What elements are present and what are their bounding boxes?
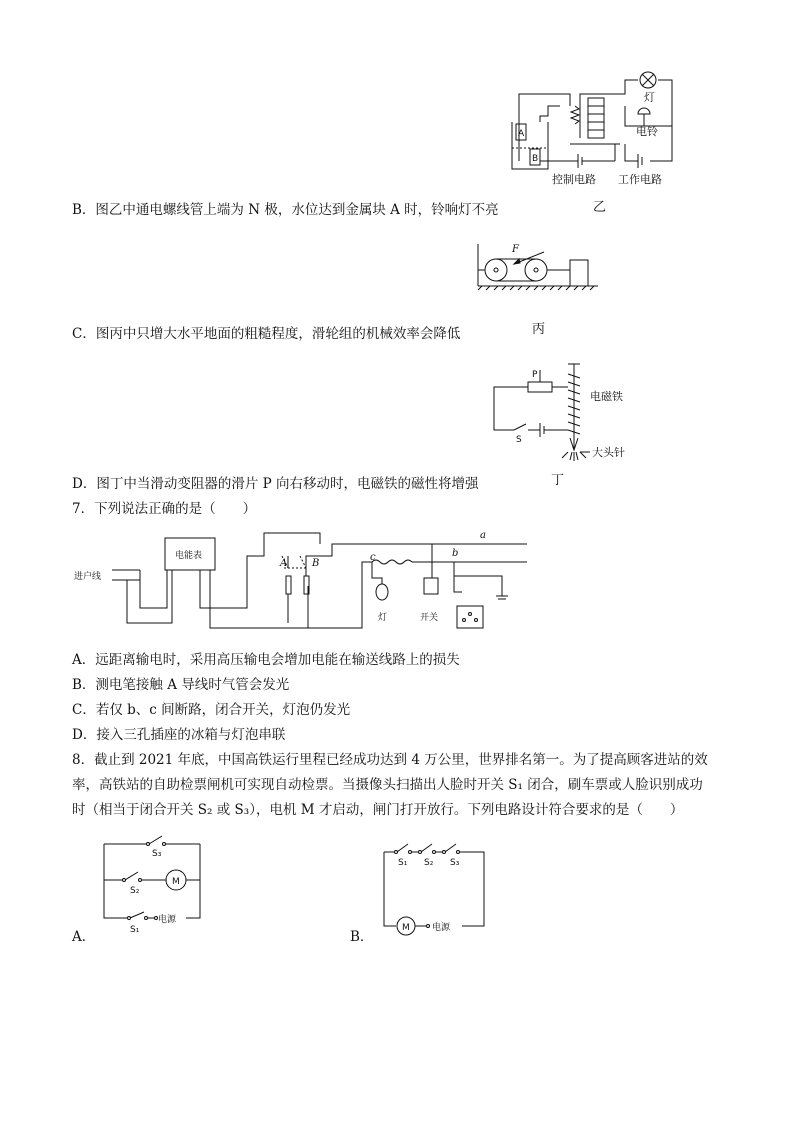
q7-options <box>72 648 460 748</box>
figure-bing-diagram <box>474 238 604 298</box>
label-s3-a: S₃ <box>152 849 162 859</box>
q8-circuit-b-diagram <box>380 840 490 940</box>
q7-option-c: C．若仅 b、c 间断路，闭合开关，灯泡仍发光 <box>72 702 351 718</box>
label-motor-a: M <box>172 877 180 887</box>
label-A: A <box>518 129 525 139</box>
q8-stem <box>72 748 708 823</box>
label-s1-a: S₁ <box>130 925 140 935</box>
label-p: P <box>532 370 538 380</box>
label-source-a: 电源 <box>158 915 177 925</box>
label-source-b: 电源 <box>432 923 451 933</box>
label-work-circuit: 工作电路 <box>618 173 662 186</box>
label-lamp-q7: 灯 <box>378 613 388 623</box>
label-B: B <box>532 154 539 164</box>
label-switch-q7: 开关 <box>420 613 439 623</box>
q8-circuit-b <box>380 840 490 940</box>
label-motor-b: M <box>402 923 410 933</box>
label-b-point: b <box>452 548 459 559</box>
q7-option-d: D．接入三孔插座的冰箱与灯泡串联 <box>72 727 286 743</box>
q8-stem-line1: 8．截止到 2021 年底，中国高铁运行里程已经成功达到 4 万公里，世界排名第一。为了提高顾客进站的效 <box>72 752 708 768</box>
q8-stem-line2: 率，高铁站的自助检票闸机可实现自动检票。当摄像头扫描出人脸时开关 S₁ 闭合，刷车票或人脸识别成功 <box>72 777 703 793</box>
label-pins: 大头针 <box>592 446 625 459</box>
figure-ding <box>488 360 648 470</box>
figure-yi <box>500 66 690 194</box>
figure-yi-caption: 乙 <box>593 200 607 215</box>
label-A-point: A <box>280 558 288 569</box>
figure-ding-diagram <box>488 360 648 470</box>
label-s1-b: S₁ <box>398 858 408 868</box>
label-force: F <box>512 244 519 255</box>
q8-option-b: B． <box>350 929 374 945</box>
q8-circuit-a-diagram <box>100 832 210 942</box>
option-d-q6: D．图丁中当滑动变阻器的滑片 P 向右移动时，电磁铁的磁性将增强 <box>72 476 479 492</box>
figure-ding-caption: 丁 <box>551 473 565 488</box>
label-c-point: c <box>370 552 376 563</box>
label-lamp: 灯 <box>644 91 655 104</box>
label-incoming: 进户线 <box>74 572 102 582</box>
label-s: S <box>516 435 522 445</box>
q8-option-a: A． <box>72 929 96 945</box>
label-electromagnet: 电磁铁 <box>590 390 623 403</box>
label-control-circuit: 控制电路 <box>552 173 596 186</box>
q7-option-a: A．远距离输电时，采用高压输电会增加电能在输送线路上的损失 <box>72 652 460 668</box>
figure-bing-caption: 丙 <box>532 322 546 337</box>
label-s2-a: S₂ <box>130 886 140 896</box>
q8-circuit-a <box>100 832 210 942</box>
figure-bing <box>474 238 604 298</box>
label-s3-b: S₃ <box>450 858 460 868</box>
option-c-q6: C．图丙中只增大水平地面的粗糙程度，滑轮组的机械效率会降低 <box>72 326 461 342</box>
option-b-q6: B．图乙中通电螺线管上端为 N 极，水位达到金属块 A 时，铃响灯不亮 <box>72 202 499 218</box>
label-bell: 电铃 <box>636 125 658 138</box>
q7-figure <box>72 528 532 636</box>
figure-yi-diagram <box>500 66 690 194</box>
q7-household-circuit <box>72 528 532 636</box>
label-B-point: B <box>312 558 320 569</box>
q7-stem: 7．下列说法正确的是（ ） <box>72 501 257 517</box>
q8-stem-line3: 时（相当于闭合开关 S₂ 或 S₃），电机 M 才启动，闸门打开放行。下列电路设计符合要求的是（ ） <box>72 802 684 818</box>
label-s2-b: S₂ <box>424 858 434 868</box>
label-a-point: a <box>480 530 486 541</box>
label-meter: 电能表 <box>175 551 203 561</box>
q7-option-b: B．测电笔接触 A 导线时气管会发光 <box>72 677 290 693</box>
